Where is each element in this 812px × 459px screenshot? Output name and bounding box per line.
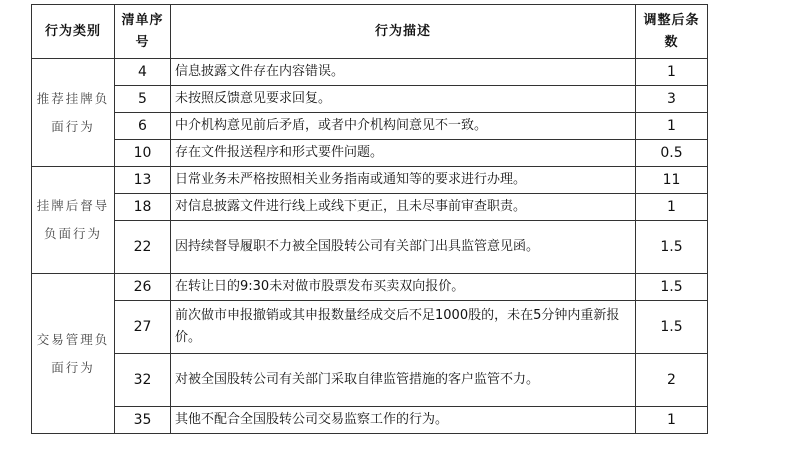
header-category: 行为类别	[32, 5, 115, 59]
desc-cell: 存在文件报送程序和形式要件问题。	[171, 140, 636, 167]
count-cell: 0.5	[636, 140, 708, 167]
desc-cell: 日常业务未严格按照相关业务指南或通知等的要求进行办理。	[171, 167, 636, 194]
seq-cell: 26	[115, 274, 171, 301]
seq-cell: 10	[115, 140, 171, 167]
count-cell: 1.5	[636, 301, 708, 354]
table-row	[32, 301, 708, 354]
table-row	[32, 194, 708, 221]
desc-cell: 对信息披露文件进行线上或线下更正，且未尽事前审查职责。	[171, 194, 636, 221]
seq-cell: 22	[115, 221, 171, 274]
count-cell: 3	[636, 86, 708, 113]
count-cell: 11	[636, 167, 708, 194]
category-cell: 推荐挂牌负面行为	[32, 59, 115, 167]
table-row	[32, 407, 708, 434]
count-cell: 2	[636, 354, 708, 407]
count-cell: 1	[636, 194, 708, 221]
count-cell: 1.5	[636, 274, 708, 301]
count-cell: 1.5	[636, 221, 708, 274]
header-seq: 清单序号	[115, 5, 171, 59]
seq-cell: 27	[115, 301, 171, 354]
category-cell: 挂牌后督导负面行为	[32, 167, 115, 274]
table-row	[32, 86, 708, 113]
table-row	[32, 140, 708, 167]
count-cell: 1	[636, 113, 708, 140]
desc-cell: 中介机构意见前后矛盾，或者中介机构间意见不一致。	[171, 113, 636, 140]
count-cell: 1	[636, 59, 708, 86]
seq-cell: 6	[115, 113, 171, 140]
desc-cell: 在转让日的9:30未对做市股票发布买卖双向报价。	[171, 274, 636, 301]
desc-cell: 前次做市申报撤销或其申报数量经成交后不足1000股的，未在5分钟内重新报价。	[171, 301, 636, 354]
desc-cell: 其他不配合全国股转公司交易监察工作的行为。	[171, 407, 636, 434]
seq-cell: 5	[115, 86, 171, 113]
desc-cell: 未按照反馈意见要求回复。	[171, 86, 636, 113]
desc-cell: 对被全国股转公司有关部门采取自律监管措施的客户监管不力。	[171, 354, 636, 407]
table-row	[32, 221, 708, 274]
header-count: 调整后条数	[636, 5, 708, 59]
table-row	[32, 354, 708, 407]
desc-cell: 信息披露文件存在内容错误。	[171, 59, 636, 86]
table-row	[32, 113, 708, 140]
desc-cell: 因持续督导履职不力被全国股转公司有关部门出具监管意见函。	[171, 221, 636, 274]
table-row	[32, 167, 708, 194]
seq-cell: 35	[115, 407, 171, 434]
category-cell: 交易管理负面行为	[32, 274, 115, 434]
table-row	[32, 59, 708, 86]
seq-cell: 4	[115, 59, 171, 86]
seq-cell: 18	[115, 194, 171, 221]
table-row	[32, 274, 708, 301]
seq-cell: 13	[115, 167, 171, 194]
header-desc: 行为描述	[171, 5, 636, 59]
penalty-table	[31, 4, 708, 434]
count-cell: 1	[636, 407, 708, 434]
seq-cell: 32	[115, 354, 171, 407]
header-row	[32, 5, 708, 59]
